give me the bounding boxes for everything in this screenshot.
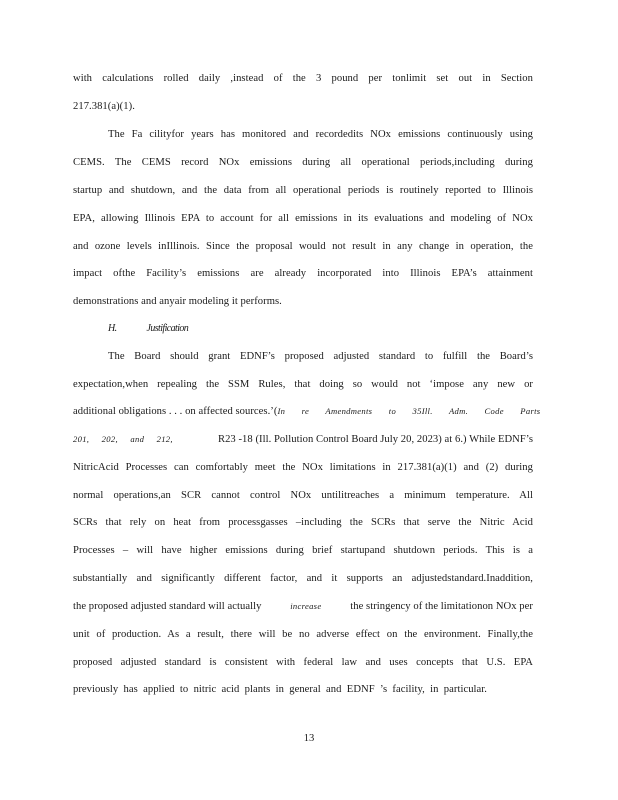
text-line: and ozone levels inIllinois. Since the proposal would not result in any change in operation, the (73, 241, 533, 252)
paren-open: ( (273, 406, 278, 417)
citation-rest: R23 -18 (Ill. Pollution Control Board July 20, 2023) at 6.) While EDNF’s (217, 434, 533, 445)
text-line: substantially and significantly different factor, and it supports an adjustedstandard.Inaddition, (73, 573, 533, 584)
text-line: NitricAcid Processes can comfortably meet the NOx limitations in 217.381(a)(1) and (2) during (73, 462, 533, 473)
text-line: demonstrations and anyair modeling it performs. (73, 296, 282, 307)
text-line: startup and shutdown, and the data from all operational periods is routinely reported to Illinois (73, 185, 533, 196)
text-line: normal operations,an SCR cannot control NOx untilitreaches a minimum temperature. All (73, 490, 533, 501)
text-line: SCRs that rely on heat from processgasses –including the SCRs that serve the Nitric Acid (73, 517, 533, 528)
quote-text: additional obligations . . . on affected sources.’ (73, 406, 274, 417)
citation-title: In re Amendments to 35Ill. Adm. Code Parts (277, 406, 541, 416)
section-title: Justification (146, 323, 189, 334)
text-line: The Board should grant EDNF’s proposed adjusted standard to fulfill the Board’s (108, 351, 533, 362)
text-line (73, 406, 541, 417)
text-line: The Fa cilityfor years has monitored and recordedits NOx emissions continuously using (108, 129, 533, 140)
text-line (73, 434, 533, 445)
text-line: impact ofthe Facility’s emissions are already incorporated into Illinois EPA’s attainment (73, 268, 533, 279)
emphasis-word: increase (290, 601, 322, 611)
text-line: CEMS. The CEMS record NOx emissions during all operational periods,including during (73, 157, 533, 168)
section-heading (108, 323, 188, 334)
section-number: H. (108, 323, 117, 334)
text-line: with calculations rolled daily ,instead of the 3 pound per tonlimit set out in Section (73, 73, 533, 84)
text-segment: the proposed adjusted standard will actually (73, 601, 262, 612)
text-line: expectation,when repealing the SSM Rules, that doing so would not ‘impose any new or (73, 379, 533, 390)
citation-parts: 201, 202, and 212, (73, 434, 173, 444)
text-line (73, 601, 533, 612)
text-line: Processes – will have higher emissions during brief startupand shutdown periods. This is a (73, 545, 533, 556)
text-line: proposed adjusted standard is consistent with federal law and uses concepts that U.S. EPA (73, 657, 533, 668)
text-segment: the stringency of the limitationon NOx per (350, 601, 533, 612)
page-number: 13 (303, 733, 315, 744)
text-line: unit of production. As a result, there will be no adverse effect on the environment. Finally,the (73, 629, 533, 640)
text-line: previously has applied to nitric acid plants in general and EDNF ’s facility, in particular. (73, 684, 487, 695)
text-line: EPA, allowing Illinois EPA to account for all emissions in its evaluations and modeling of NOx (73, 213, 533, 224)
text-line: 217.381(a)(1). (73, 101, 135, 112)
